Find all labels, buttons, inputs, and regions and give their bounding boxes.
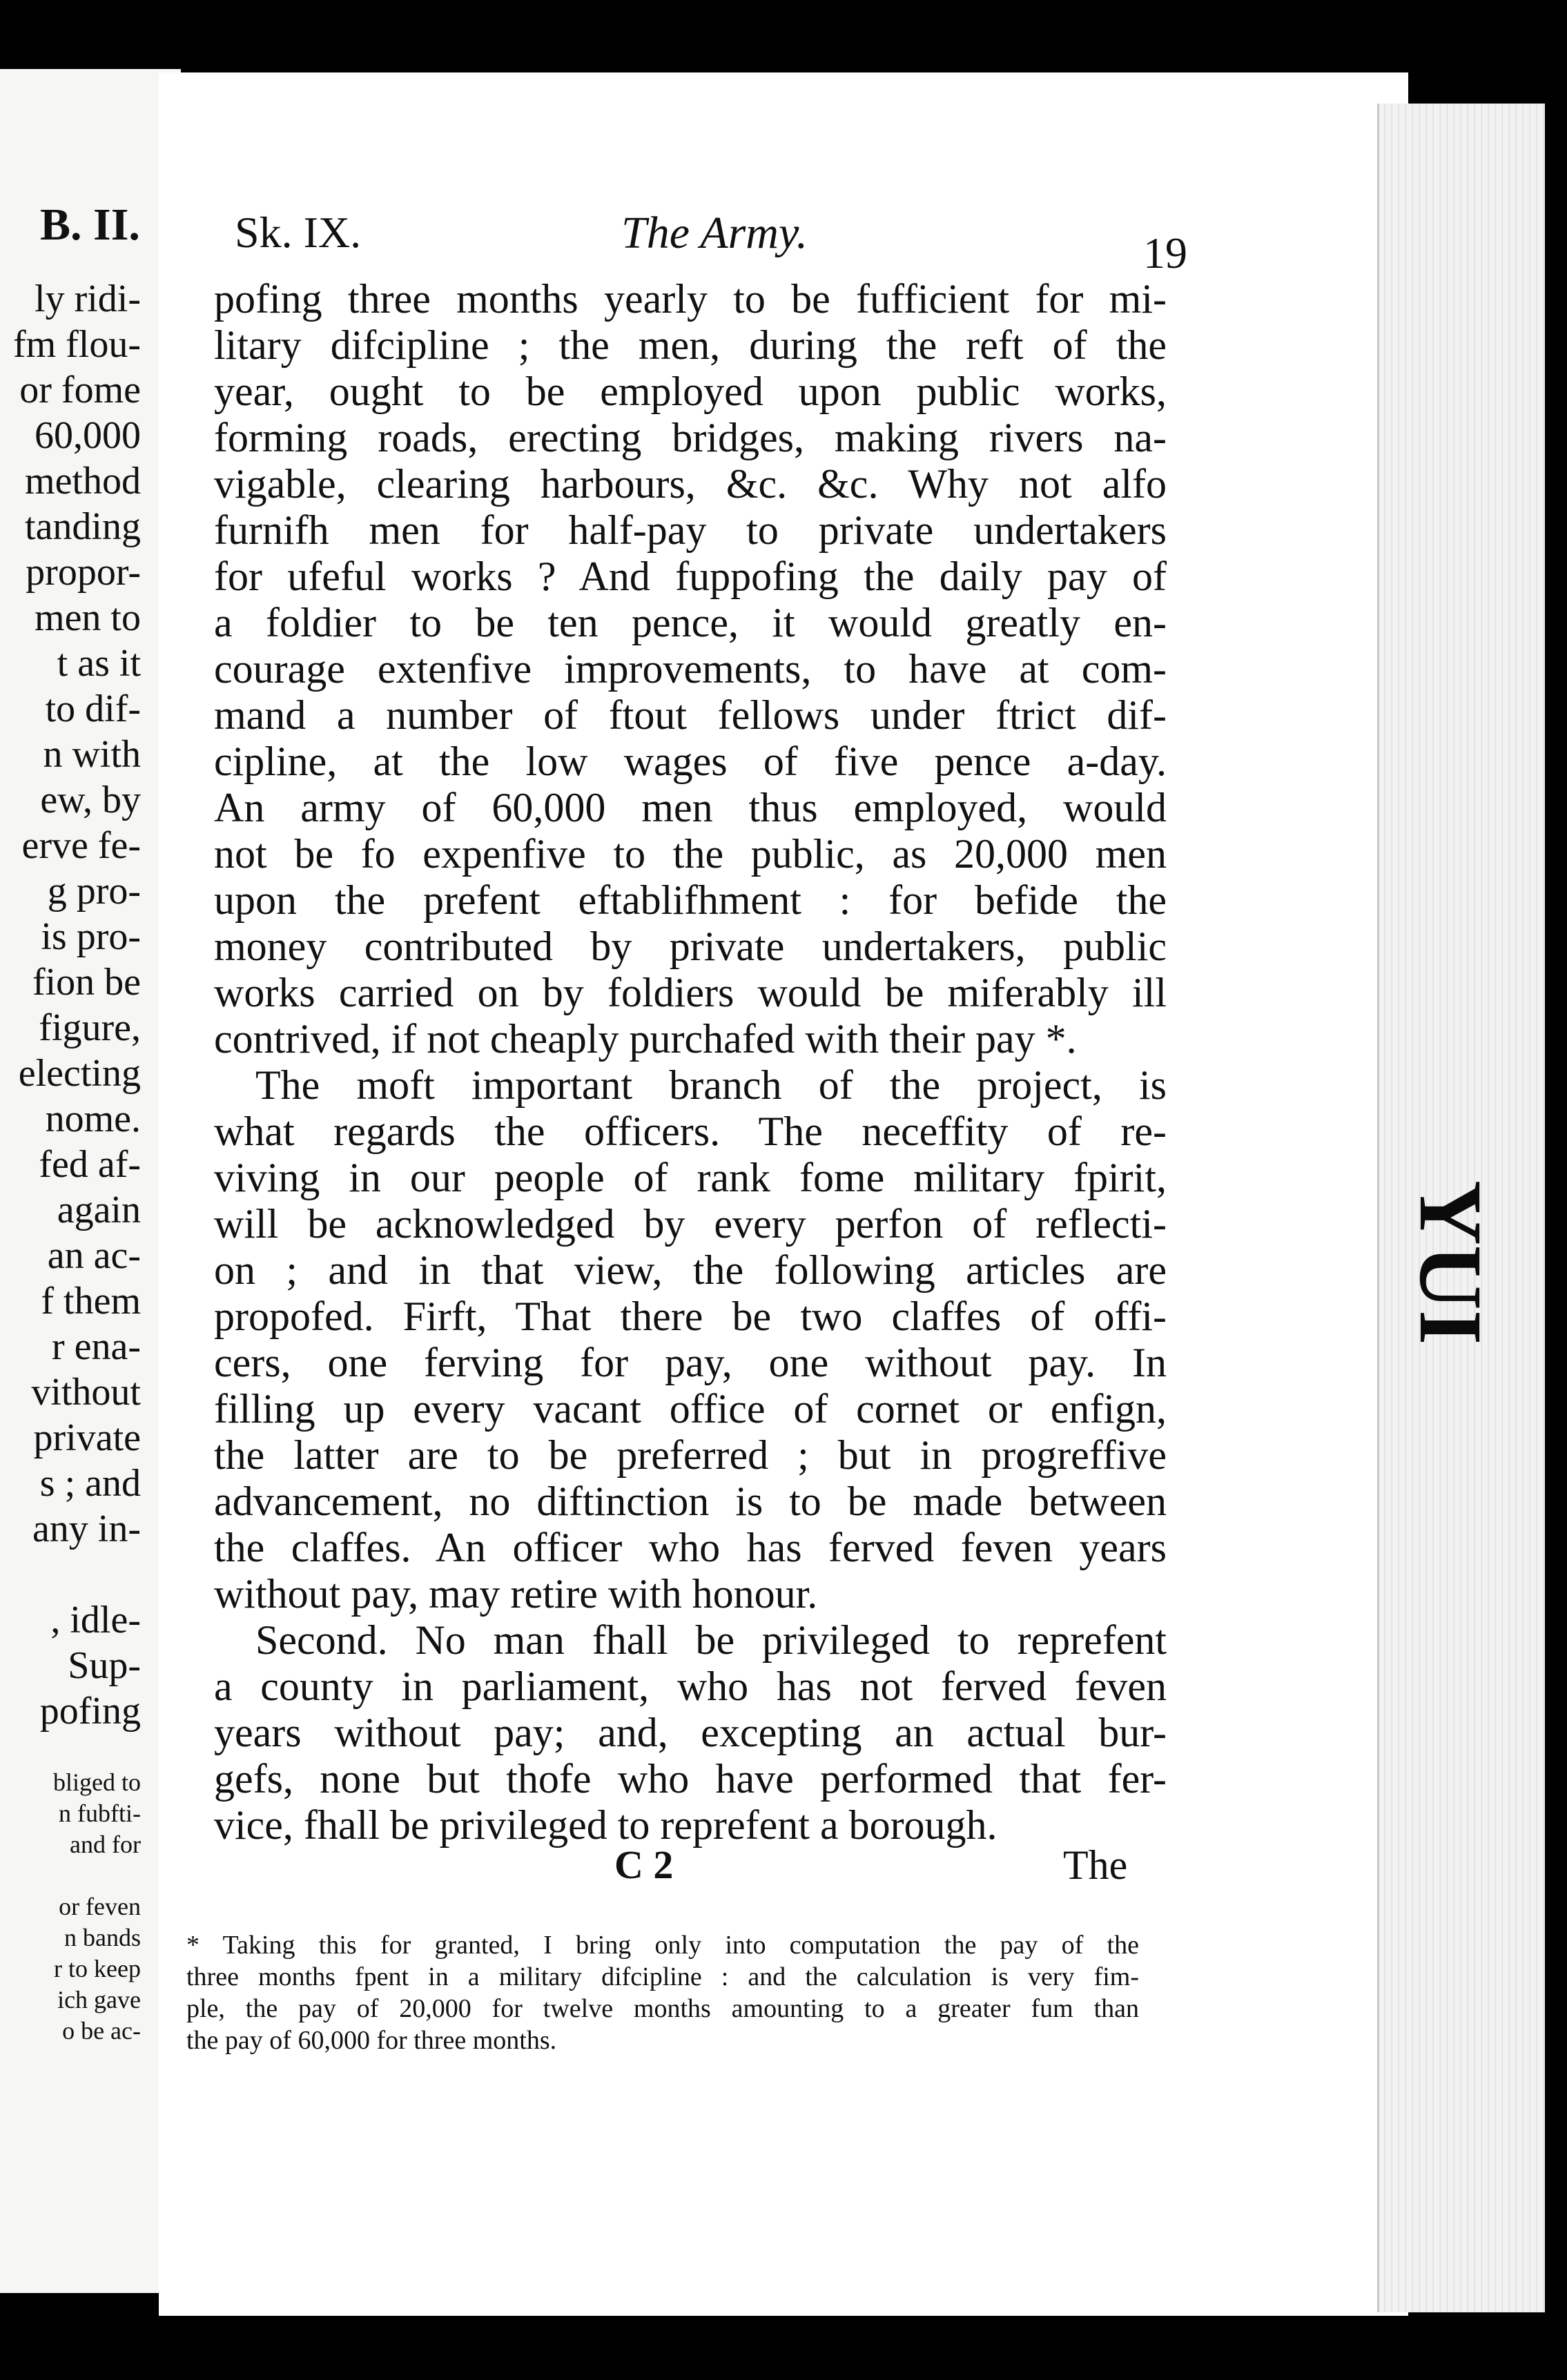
left-page-line: propor- (26, 551, 141, 594)
page-number: 19 (1143, 228, 1187, 277)
left-page-line: ew, by (40, 779, 141, 821)
body-line: upon the prefent eftablifhment : for befide the (214, 877, 1167, 923)
left-page-line: s ; and (39, 1462, 141, 1505)
left-page-line: method (25, 460, 141, 503)
body-line: furnifh men for half-pay to private undertakers (214, 507, 1167, 553)
body-line: forming roads, erecting bridges, making rivers na- (214, 415, 1167, 460)
left-page-line: nome. (45, 1098, 141, 1140)
page-edges (1377, 104, 1545, 2312)
body-line: what regards the officers. The neceffity of re- (214, 1109, 1167, 1154)
catchword: The (1063, 1842, 1128, 1888)
left-page-line: again (57, 1189, 141, 1231)
left-page-line: Sup- (68, 1644, 141, 1687)
footnote-line: three months fpent in a military difcipline : and the calculation is very fim- (186, 1962, 1139, 1991)
body-line: a county in parliament, who has not ferved feven (214, 1664, 1167, 1709)
left-page-note: bliged to (53, 1768, 141, 1796)
left-page-line: pofing (39, 1690, 141, 1733)
left-page-line: fed af- (39, 1143, 141, 1186)
left-page-line: n with (43, 733, 141, 776)
left-page-line: f them (41, 1280, 141, 1323)
left-page-note: and for (70, 1831, 141, 1858)
left-page-line: vithout (31, 1371, 141, 1414)
left-page-note: or feven (59, 1893, 141, 1920)
left-page-note: o be ac- (62, 2017, 141, 2045)
body-line: cipline, at the low wages of five pence a-day. (214, 739, 1167, 784)
body-line: propofed. Firft, That there be two claffes of offi- (214, 1294, 1167, 1339)
left-page-line: men to (35, 596, 141, 639)
left-page-line: is pro- (41, 915, 141, 958)
left-page-line: r ena- (51, 1325, 141, 1368)
body-line: the latter are to be preferred ; but in progreffive (214, 1432, 1167, 1478)
footnote-line: ple, the pay of 20,000 for twelve months amounting to a greater fum than (186, 1994, 1139, 2023)
body-line: will be acknowledged by every perfon of reflecti- (214, 1201, 1167, 1247)
edge-mark: YUI (1401, 1180, 1500, 1345)
body-line: vigable, clearing harbours, &c. &c. Why not alfo (214, 461, 1167, 507)
body-line: filling up every vacant office of cornet or enfign, (214, 1386, 1167, 1432)
left-page-line: or fome (19, 369, 141, 411)
body-line: litary difcipline ; the men, during the reft of the (214, 322, 1167, 368)
left-facing-page (0, 69, 181, 2293)
left-page-line: fion be (32, 961, 141, 1004)
body-line: a foldier to be ten pence, it would greatly en- (214, 600, 1167, 645)
left-page-line: figure, (39, 1006, 141, 1049)
left-page-line: electing (18, 1052, 141, 1095)
running-head (235, 207, 1187, 277)
body-line: cers, one ferving for pay, one without pay. In (214, 1340, 1167, 1385)
left-page-note: ich gave (57, 1986, 141, 2013)
left-page-line: an ac- (47, 1234, 141, 1277)
body-line: on ; and in that view, the following articles are (214, 1247, 1167, 1293)
body-line: works carried on by foldiers would be miferably ill (214, 970, 1167, 1015)
body-line: the claffes. An officer who has ferved feven years (214, 1525, 1167, 1570)
left-page-note: n fubfti- (59, 1799, 141, 1827)
left-page-line: 60,000 (35, 414, 141, 457)
left-page-line: ly ridi- (35, 277, 141, 320)
body-line: mand a number of ftout fellows under ftrict dif- (214, 692, 1167, 738)
body-line: years without pay; and, excepting an actual bur- (214, 1710, 1167, 1755)
body-line: year, ought to be employed upon public works, (214, 369, 1167, 414)
section-label: Sk. IX. (235, 208, 362, 257)
body-line: gefs, none but thofe who have performed that fer- (214, 1756, 1167, 1802)
body-line: contrived, if not cheaply purchafed with their pay *. (214, 1016, 1077, 1062)
body-line: without pay, may retire with honour. (214, 1571, 818, 1617)
left-page-note: n bands (64, 1924, 141, 1951)
body-line: money contributed by private undertakers, public (214, 924, 1167, 969)
left-page-line: g pro- (47, 870, 141, 913)
left-page-line: private (33, 1416, 141, 1459)
body-line: Second. No man fhall be privileged to reprefent (255, 1617, 1167, 1663)
body-line: for ufeful works ? And fuppofing the daily pay of (214, 554, 1167, 599)
body-line: advancement, no diftinction is to be made between (214, 1479, 1167, 1524)
footnote (186, 1929, 1139, 2056)
footnote-line: the pay of 60,000 for three months. (186, 2026, 557, 2055)
body-line: not be fo expenfive to the public, as 20,000 men (214, 831, 1167, 877)
left-page-line: to dif- (45, 687, 141, 730)
body-line: courage extenfive improvements, to have at com- (214, 646, 1167, 692)
page-title: The Army. (621, 208, 808, 258)
body-line: vice, fhall be privileged to reprefent a borough. (214, 1802, 997, 1848)
footnote-line: * Taking this for granted, I bring only into computation the pay of the (186, 1931, 1139, 1960)
left-page-line: any in- (32, 1508, 141, 1550)
left-page-line: fm flou- (12, 323, 141, 366)
body-line: viving in our people of rank fome military fpirit, (214, 1155, 1167, 1200)
left-page-line: erve fe- (21, 824, 141, 867)
signature-mark: C 2 (614, 1842, 674, 1887)
body-text (214, 276, 1167, 1849)
body-line: An army of 60,000 men thus employed, would (214, 785, 1167, 830)
left-page-line: tanding (25, 505, 141, 548)
body-line: The moft important branch of the project, is (255, 1062, 1167, 1108)
left-page-note: r to keep (54, 1955, 141, 1982)
left-page-header: B. II. (40, 199, 140, 250)
body-line: pofing three months yearly to be fufficient for mi- (214, 276, 1167, 322)
left-page-line: t as it (57, 642, 141, 685)
left-page-line: , idle- (50, 1599, 141, 1641)
